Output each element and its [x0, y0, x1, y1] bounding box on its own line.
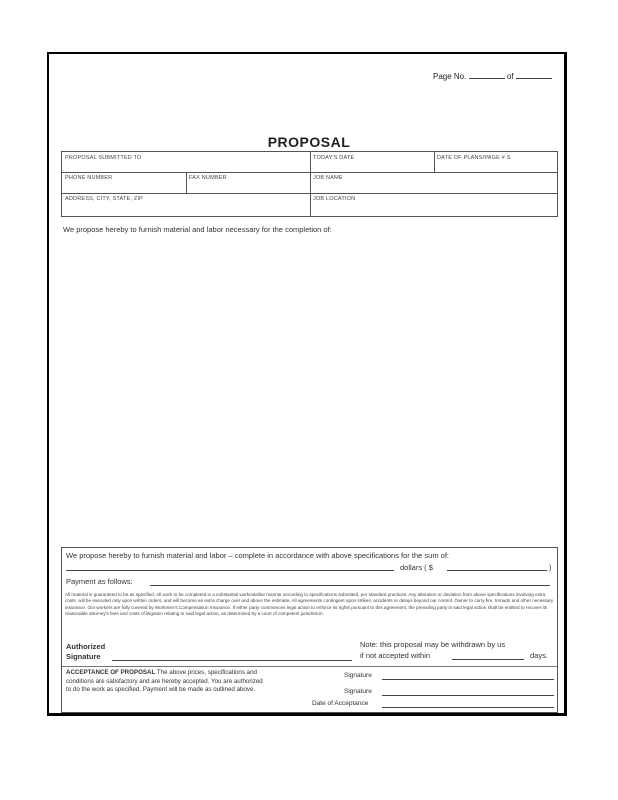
days-label: days. — [530, 651, 548, 660]
sum-amount-field[interactable] — [447, 570, 547, 571]
date-of-acceptance-label: Date of Acceptance — [312, 700, 369, 707]
address-field[interactable]: ADDRESS, CITY, STATE, ZIP — [65, 196, 144, 202]
page-no-label: Page No. — [433, 72, 467, 81]
date-of-plans-field[interactable]: DATE OF PLANS/PAGE # S — [437, 155, 511, 161]
acceptance-text1: The above prices, specifications and — [155, 669, 257, 676]
proposal-submitted-to-field[interactable]: PROPOSAL SUBMITTED TO — [65, 155, 142, 161]
acceptance-text-line1 — [66, 669, 257, 676]
withdraw-note-line1: Note: this proposal may be withdrawn by us — [360, 640, 506, 649]
days-field[interactable] — [452, 659, 524, 660]
grid-col-divider — [310, 152, 311, 217]
propose-sum-text: We propose hereby to furnish material and labor – complete in accordance with above specifications for the sum of: — [66, 551, 449, 560]
job-location-field[interactable]: JOB LOCATION — [313, 196, 356, 202]
phone-number-field[interactable]: PHONE NUMBER — [65, 175, 113, 181]
page-total-field[interactable] — [516, 70, 552, 79]
signature2-label: Signature — [344, 688, 372, 695]
dollars-label: dollars ( $ — [400, 563, 433, 572]
acceptance-text-line2: conditions are satisfactory and are hereby accepted. You are authorized — [66, 678, 263, 685]
payment-field[interactable] — [150, 585, 550, 586]
close-paren: ) — [549, 563, 552, 572]
work-description-label: We propose hereby to furnish material and labor necessary for the completion of: — [63, 225, 332, 234]
date-of-acceptance-field[interactable] — [382, 707, 554, 708]
section-divider — [62, 666, 557, 667]
grid-col-divider — [186, 172, 187, 193]
terms-box — [61, 547, 558, 713]
form-title: PROPOSAL — [267, 134, 351, 150]
fax-number-field[interactable]: FAX NUMBER — [189, 175, 227, 181]
info-grid — [61, 151, 558, 217]
proposal-form — [47, 52, 567, 716]
job-name-field[interactable]: JOB NAME — [313, 175, 343, 181]
payment-label: Payment as follows: — [66, 577, 133, 586]
acceptance-text-line3: to do the work as specified. Payment will be made as outlined above. — [66, 686, 256, 693]
authorized-label-line2: Signature — [66, 652, 101, 661]
grid-col-divider — [434, 152, 435, 172]
signature1-label: Signature — [344, 672, 372, 679]
authorized-signature-field[interactable] — [112, 660, 352, 661]
todays-date-field[interactable]: TODAY'S DATE — [313, 155, 355, 161]
page-no-field[interactable] — [469, 70, 505, 79]
withdraw-note-line2: if not accepted within — [360, 651, 431, 660]
signature1-field[interactable] — [382, 679, 554, 680]
terms-legal-text: All material is guaranteed to be as specified. All work to be completed in a substantial workmanlike manner according to specifications submitted, per standard practices. Any alteration or deviation from above specifications involving extra costs, will be executed only upon written orders, and will become an extra charge over and above the estimate. All agreements contingent upon strikes, accidents or delays beyond our control. Owner to carry fire, tornado and other necessary insurance. Our workers are fully covered by Workmen's Compensation Insurance. If either party commences legal action to enforce its rights pursuant to this agreement, the prevailing party in said legal action shall be entitled to recover its reasonable attorney's fees and costs of litigation relating to said legal action, as determined by a court of competent jurisdiction. — [65, 592, 554, 617]
sum-words-field[interactable] — [66, 570, 394, 571]
work-description-area[interactable] — [61, 236, 558, 541]
authorized-label-line1: Authorized — [66, 642, 106, 651]
page-number — [433, 70, 552, 81]
page-of-label: of — [506, 72, 514, 81]
acceptance-heading: ACCEPTANCE OF PROPOSAL — [66, 669, 156, 676]
signature2-field[interactable] — [382, 695, 554, 696]
